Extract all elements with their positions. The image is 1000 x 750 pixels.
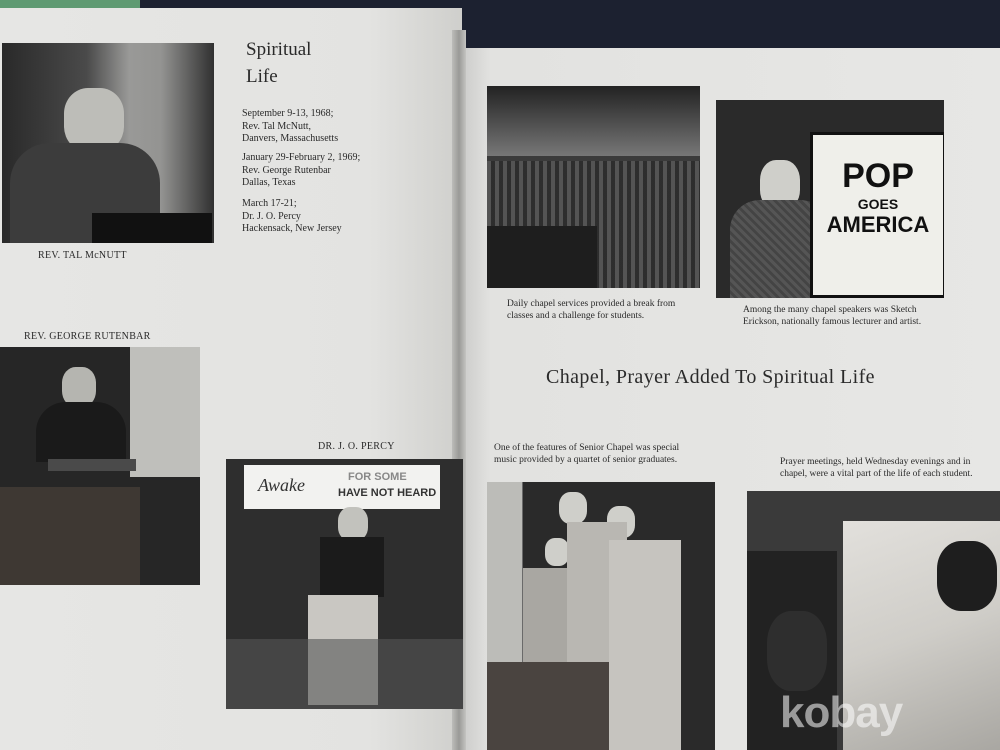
chapel-prayer-headline: Chapel, Prayer Added To Spiritual Life xyxy=(546,366,875,388)
schedule-entry-2 xyxy=(242,152,412,190)
photo-rev-mcnutt xyxy=(2,43,214,243)
spiritual-life-title xyxy=(246,36,366,90)
schedule-place: Dallas, Texas xyxy=(242,177,296,188)
caption-rev-rutenbar: REV. GEORGE RUTENBAR xyxy=(24,331,151,342)
poster-line-3: AMERICA xyxy=(826,212,930,237)
schedule-speaker: Dr. J. O. Percy xyxy=(242,210,301,222)
schedule-entry-3 xyxy=(242,198,412,236)
schedule-place: Hackensack, New Jersey xyxy=(242,223,342,234)
schedule-entry-1 xyxy=(242,108,412,146)
kobay-watermark: kobay xyxy=(780,688,903,737)
schedule-dates: September 9-13, 1968; xyxy=(242,108,334,119)
photo-senior-quartet xyxy=(487,482,715,750)
schedule-dates: January 29-February 2, 1969; xyxy=(242,152,361,163)
title-line-2: Life xyxy=(246,66,278,87)
banner-word: Awake xyxy=(258,475,305,495)
schedule-speaker: Rev. Tal McNutt, xyxy=(242,120,312,132)
banner-line-2: HAVE NOT HEARD xyxy=(338,487,437,499)
caption-rev-mcnutt: REV. TAL McNUTT xyxy=(38,250,127,261)
photo-rev-rutenbar xyxy=(0,347,200,585)
schedule-dates: March 17-21; xyxy=(242,198,297,209)
pop-goes-america-poster xyxy=(810,132,944,298)
caption-senior-quartet: One of the features of Senior Chapel was special music provided by a quartet of senior graduates. xyxy=(494,443,680,465)
banner-line-1: FOR SOME xyxy=(348,471,407,483)
caption-sketch-erickson: Among the many chapel speakers was Sketch Erickson, nationally famous lecturer and artist. xyxy=(743,305,922,327)
schedule-speaker: Rev. George Rutenbar xyxy=(242,164,331,176)
caption-daily-chapel: Daily chapel services provided a break from classes and a challenge for students. xyxy=(507,299,676,321)
poster-line-1: POP xyxy=(842,157,914,195)
poster-line-2: GOES xyxy=(857,196,899,212)
awake-banner xyxy=(244,465,440,509)
title-line-1: Spiritual xyxy=(246,39,312,60)
schedule-place: Danvers, Massachusetts xyxy=(242,133,339,144)
caption-dr-percy: DR. J. O. PERCY xyxy=(318,441,395,452)
photo-dr-percy xyxy=(226,459,463,709)
photo-sketch-erickson xyxy=(716,100,944,298)
photo-daily-chapel xyxy=(487,86,700,288)
caption-prayer-meetings: Prayer meetings, held Wednesday evenings and in chapel, were a vital part of the life of each student. xyxy=(780,457,973,479)
